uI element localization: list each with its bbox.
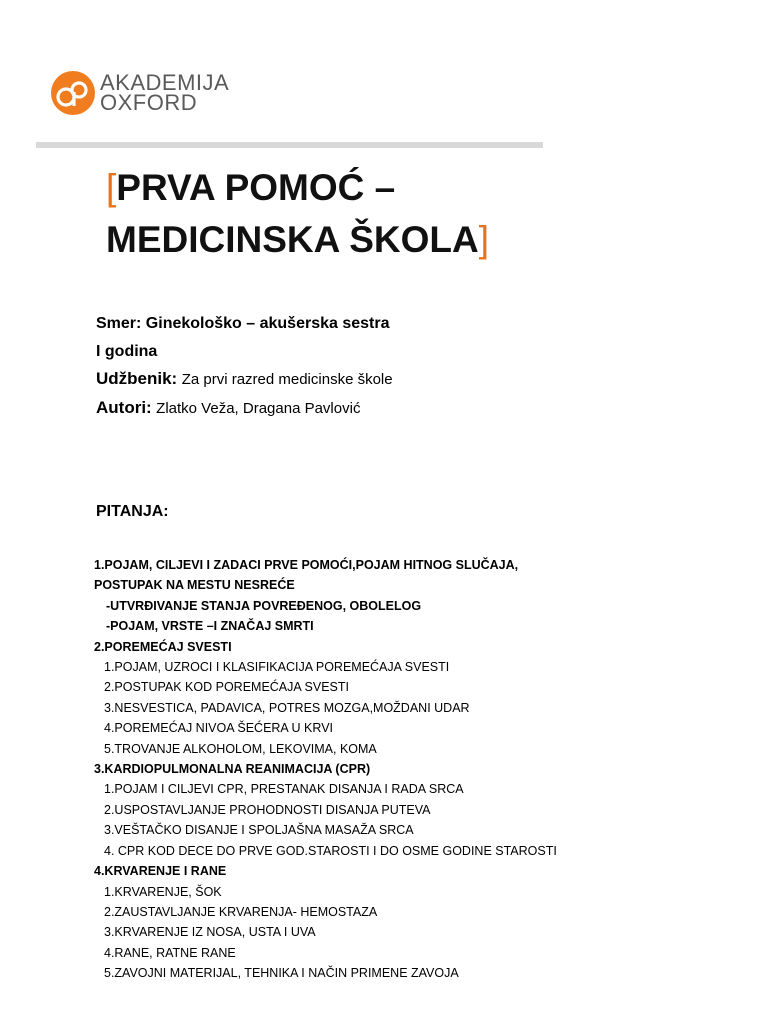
list-item: 3.KRVARENJE IZ NOSA, USTA I UVA [104, 925, 316, 940]
list-item: 2.ZAUSTAVLJANJE KRVARENJA- HEMOSTAZA [104, 904, 378, 919]
list-item: 1.POJAM, CILJEVI I ZADACI PRVE POMOĆI,POJAM HITNOG SLUČAJA, [94, 558, 519, 572]
udzbenik-value: Za prvi razred medicinske škole [181, 371, 393, 388]
title-close-bracket: ] [478, 219, 490, 260]
list-item: 5.TROVANJE ALKOHOLOM, LEKOVIMA, KOMA [104, 741, 377, 756]
question-list [94, 555, 754, 984]
logo-line-1: AKADEMIJA [100, 70, 230, 95]
page-title [106, 162, 489, 266]
list-item: 4.RANE, RATNE RANE [104, 945, 236, 960]
list-item: 2.POSTUPAK KOD POREMEĆAJA SVESTI [104, 680, 349, 695]
logo-line-2: OXFORD [100, 90, 198, 115]
title-line-2: MEDICINSKA ŠKOLA [106, 219, 479, 260]
list-item: 1.POJAM I CILJEVI CPR, PRESTANAK DISANJA I RADA SRCA [104, 782, 464, 797]
list-item: POSTUPAK NA MESTU NESREĆE [94, 578, 295, 593]
title-open-bracket: [ [106, 167, 117, 208]
list-item: 5.ZAVOJNI MATERIJAL, TEHNIKA I NAČIN PRIMENE ZAVOJA [104, 966, 459, 981]
list-item: 2.POREMEĆAJ SVESTI [94, 639, 232, 654]
list-item: 4. CPR KOD DECE DO PRVE GOD.STAROSTI I DO OSME GODINE STAROSTI [104, 843, 557, 858]
list-item: 1.KRVARENJE, ŠOK [104, 884, 222, 899]
autori-line [96, 394, 393, 423]
brand-logo [50, 70, 229, 116]
logo-wordmark [100, 70, 230, 115]
akademija-oxford-logo-icon [50, 70, 96, 116]
title-line-1: PRVA POMOĆ – [116, 167, 396, 208]
godina-line: I godina [96, 342, 158, 360]
udzbenik-line [96, 365, 393, 394]
header-divider [36, 142, 543, 148]
list-item: 4.KRVARENJE I RANE [94, 864, 227, 879]
autori-label: Autori: [96, 397, 152, 417]
list-item: 2.USPOSTAVLJANJE PROHODNOSTI DISANJA PUTEVA [104, 802, 431, 817]
course-meta [96, 310, 393, 422]
list-item: 3.KARDIOPULMONALNA REANIMACIJA (CPR) [94, 762, 371, 777]
smer-line: Smer: Ginekološko – akušerska sestra [96, 315, 390, 332]
autori-value: Zlatko Veža, Dragana Pavlović [156, 399, 361, 417]
list-item: -POJAM, VRSTE –I ZNAČAJ SMRTI [106, 619, 314, 634]
list-item: -UTVRĐIVANJE STANJA POVREĐENOG, OBOLELOG [106, 598, 422, 613]
list-item: 1.POJAM, UZROCI I KLASIFIKACIJA POREMEĆAJA SVESTI [104, 660, 450, 675]
list-item: 4.POREMEĆAJ NIVOA ŠEĆERA U KRVI [104, 721, 334, 736]
list-item: 3.NESVESTICA, PADAVICA, POTRES MOZGA,MOŽDANI UDAR [104, 700, 470, 715]
pitanja-heading: PITANJA: [96, 503, 169, 520]
list-item: 3.VEŠTAČKO DISANJE I SPOLJAŠNA MASAŽA SRCA [104, 823, 414, 838]
udzbenik-label: Udžbenik: [96, 369, 178, 388]
